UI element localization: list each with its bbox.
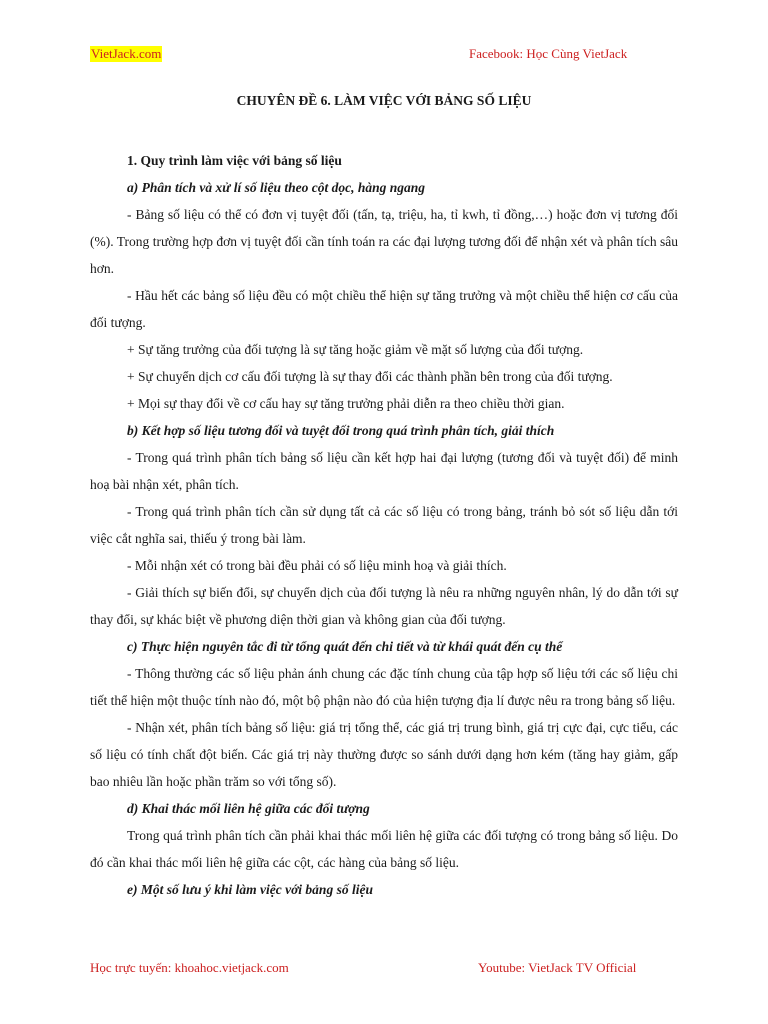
subheading-c: c) Thực hiện nguyên tắc đi từ tổng quát đến chi tiết và từ khái quát đến cụ thể: [127, 639, 563, 654]
subheading-e: e) Một số lưu ý khi làm việc với bảng số liệu: [127, 882, 373, 897]
document-body: [90, 147, 678, 903]
paragraph-b2: - Trong quá trình phân tích cần sử dụng tất cả các số liệu có trong bảng, tránh bỏ sót số liệu dẫn tới việc cắt nghĩa sai, thiếu ý trong bài làm.: [90, 504, 678, 546]
paragraph-d1: Trong quá trình phân tích cần phải khai thác mối liên hệ giữa các đối tượng có trong bảng số liệu. Do đó cần khai thác mối liên hệ giữa các cột, các hàng của bảng số liệu.: [90, 828, 678, 870]
paragraph-a2: - Hầu hết các bảng số liệu đều có một chiều thể hiện sự tăng trưởng và một chiều thể hiện cơ cấu của đối tượng.: [90, 288, 678, 330]
footer-youtube-link[interactable]: Youtube: VietJack TV Official: [478, 960, 637, 975]
section-heading-1: 1. Quy trình làm việc với bảng số liệu: [127, 153, 342, 168]
subheading-b: b) Kết hợp số liệu tương đối và tuyệt đối trong quá trình phân tích, giải thích: [127, 423, 555, 438]
subheading-a: a) Phân tích và xử lí số liệu theo cột dọc, hàng ngang: [127, 180, 425, 195]
subheading-d: d) Khai thác mối liên hệ giữa các đối tượng: [127, 801, 370, 816]
paragraph-a3: + Sự tăng trưởng của đối tượng là sự tăng hoặc giảm về mặt số lượng của đối tượng.: [127, 342, 584, 357]
footer-course-link[interactable]: Học trực tuyến: khoahoc.vietjack.com: [90, 960, 289, 975]
header-site-link[interactable]: VietJack.com: [91, 46, 162, 61]
paragraph-b3: - Mỗi nhận xét có trong bài đều phải có số liệu minh hoạ và giải thích.: [127, 558, 507, 573]
page-title: CHUYÊN ĐỀ 6. LÀM VIỆC VỚI BẢNG SỐ LIỆU: [236, 93, 532, 108]
paragraph-b4: - Giải thích sự biến đổi, sự chuyển dịch của đối tượng là nêu ra những nguyên nhân, lý do dẫn tới sự thay đổi, sự khác biệt về phương diện thời gian và không gian của đối tượng.: [90, 585, 678, 627]
paragraph-c1: - Thông thường các số liệu phản ánh chung các đặc tính chung của tập hợp số liệu tới các số liệu chi tiết thể hiện một thuộc tính nào đó, một bộ phận nào đó của hiện tượng địa lí được nêu ra trong bảng số liệu.: [90, 666, 678, 708]
paragraph-a5: + Mọi sự thay đổi về cơ cấu hay sự tăng trưởng phải diễn ra theo chiều thời gian.: [127, 396, 565, 411]
paragraph-c2: - Nhận xét, phân tích bảng số liệu: giá trị tổng thể, các giá trị trung bình, giá trị cực đại, cực tiểu, các số liệu có tính chất đột biến. Các giá trị này thường được so sánh dưới dạng hơn kém (tăng hay giảm, gấp bao nhiêu lần hoặc phần trăm so với tổng số).: [90, 720, 678, 789]
header-facebook-link[interactable]: Facebook: Học Cùng VietJack: [469, 46, 628, 61]
paragraph-a4: + Sự chuyển dịch cơ cấu đối tượng là sự thay đổi các thành phần bên trong của đối tượng.: [127, 369, 613, 384]
paragraph-a1: - Bảng số liệu có thể có đơn vị tuyệt đối (tấn, tạ, triệu, ha, tỉ kwh, tỉ đồng,…) hoặc đơn vị tương đối (%). Trong trường hợp đơn vị tuyệt đối cần tính toán ra các đại lượng tương đối để nhận xét và phân tích sâu hơn.: [90, 207, 678, 276]
paragraph-b1: - Trong quá trình phân tích bảng số liệu cần kết hợp hai đại lượng (tương đối và tuyệt đối) để minh hoạ bài nhận xét, phân tích.: [90, 450, 678, 492]
